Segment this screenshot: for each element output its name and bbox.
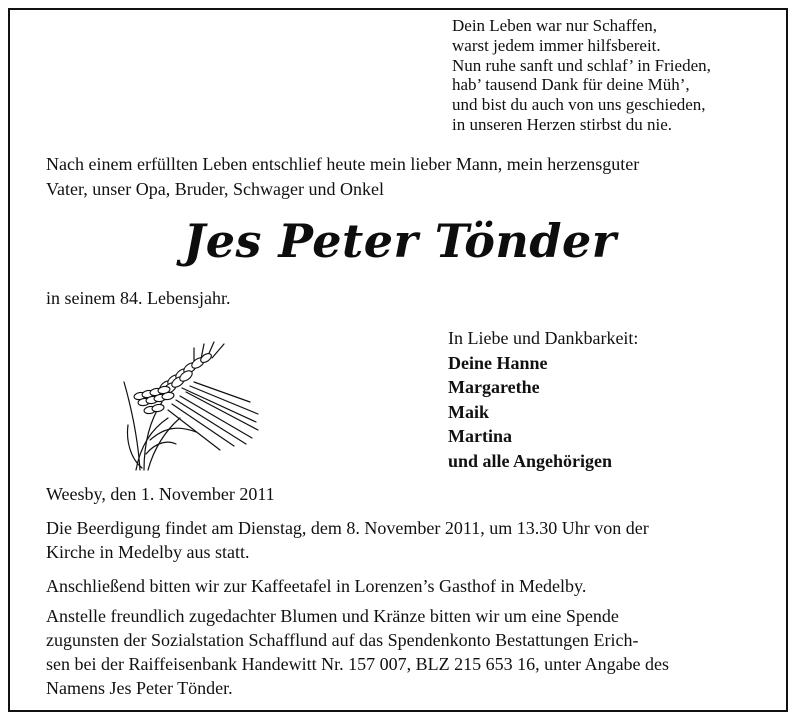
wheat-ears-icon [110,330,260,480]
intro-line: Nach einem erfüllten Leben entschlief heute mein lieber Mann, mein herzensguter [46,154,640,174]
poem-line: hab’ tausend Dank für deine Müh’, [452,75,690,95]
family-member: und alle Angehörigen [448,450,613,471]
intro-line: Vater, unser Opa, Bruder, Schwager und Onkel [46,179,384,199]
place-date: Weesby, den 1. November 2011 [46,484,275,504]
donation-line: zugunsten der Sozialstation Schafflund auf das Spendenkonto Bestattungen Erich- [46,630,639,650]
coffee-info [46,574,758,598]
age-text: in seinem 84. Lebensjahr. [46,288,231,308]
funeral-info [46,516,758,564]
poem-line: Dein Leben war nur Schaffen, [452,16,658,35]
poem-line: und bist du auch von uns geschieden, [452,95,706,115]
donation-line: sen bei der Raiffeisenbank Handewitt Nr. 157 007, BLZ 215 653 16, unter Angabe des [46,654,670,674]
family-member: Martina [448,426,512,446]
funeral-line: Kirche in Medelby aus statt. [46,542,250,562]
family-member: Deine Hanne [448,352,548,373]
coffee-line: Anschließend bitten wir zur Kaffeetafel in Lorenzen’s Gasthof in Medelby. [46,576,587,596]
thanks-block [448,326,638,473]
deceased-name: Jes Peter Tönder [183,214,617,268]
family-member: Maik [448,401,490,422]
family-member: Margarethe [448,377,540,397]
donation-line: Namens Jes Peter Tönder. [46,678,233,698]
intro-text [46,152,766,202]
poem-line: in unseren Herzen stirbst du nie. [452,114,672,134]
funeral-line: Die Beerdigung findet am Dienstag, dem 8. November 2011, um 13.30 Uhr von der [46,518,649,538]
poem [452,16,772,135]
poem-line: Nun ruhe sanft und schlaf’ in Frieden, [452,55,711,75]
donation-info [46,604,758,700]
donation-line: Anstelle freundlich zugedachter Blumen und Kränze bitten wir um eine Spende [46,606,619,626]
poem-line: warst jedem immer hilfsbereit. [452,35,661,55]
thanks-heading: In Liebe und Dankbarkeit: [448,328,639,348]
